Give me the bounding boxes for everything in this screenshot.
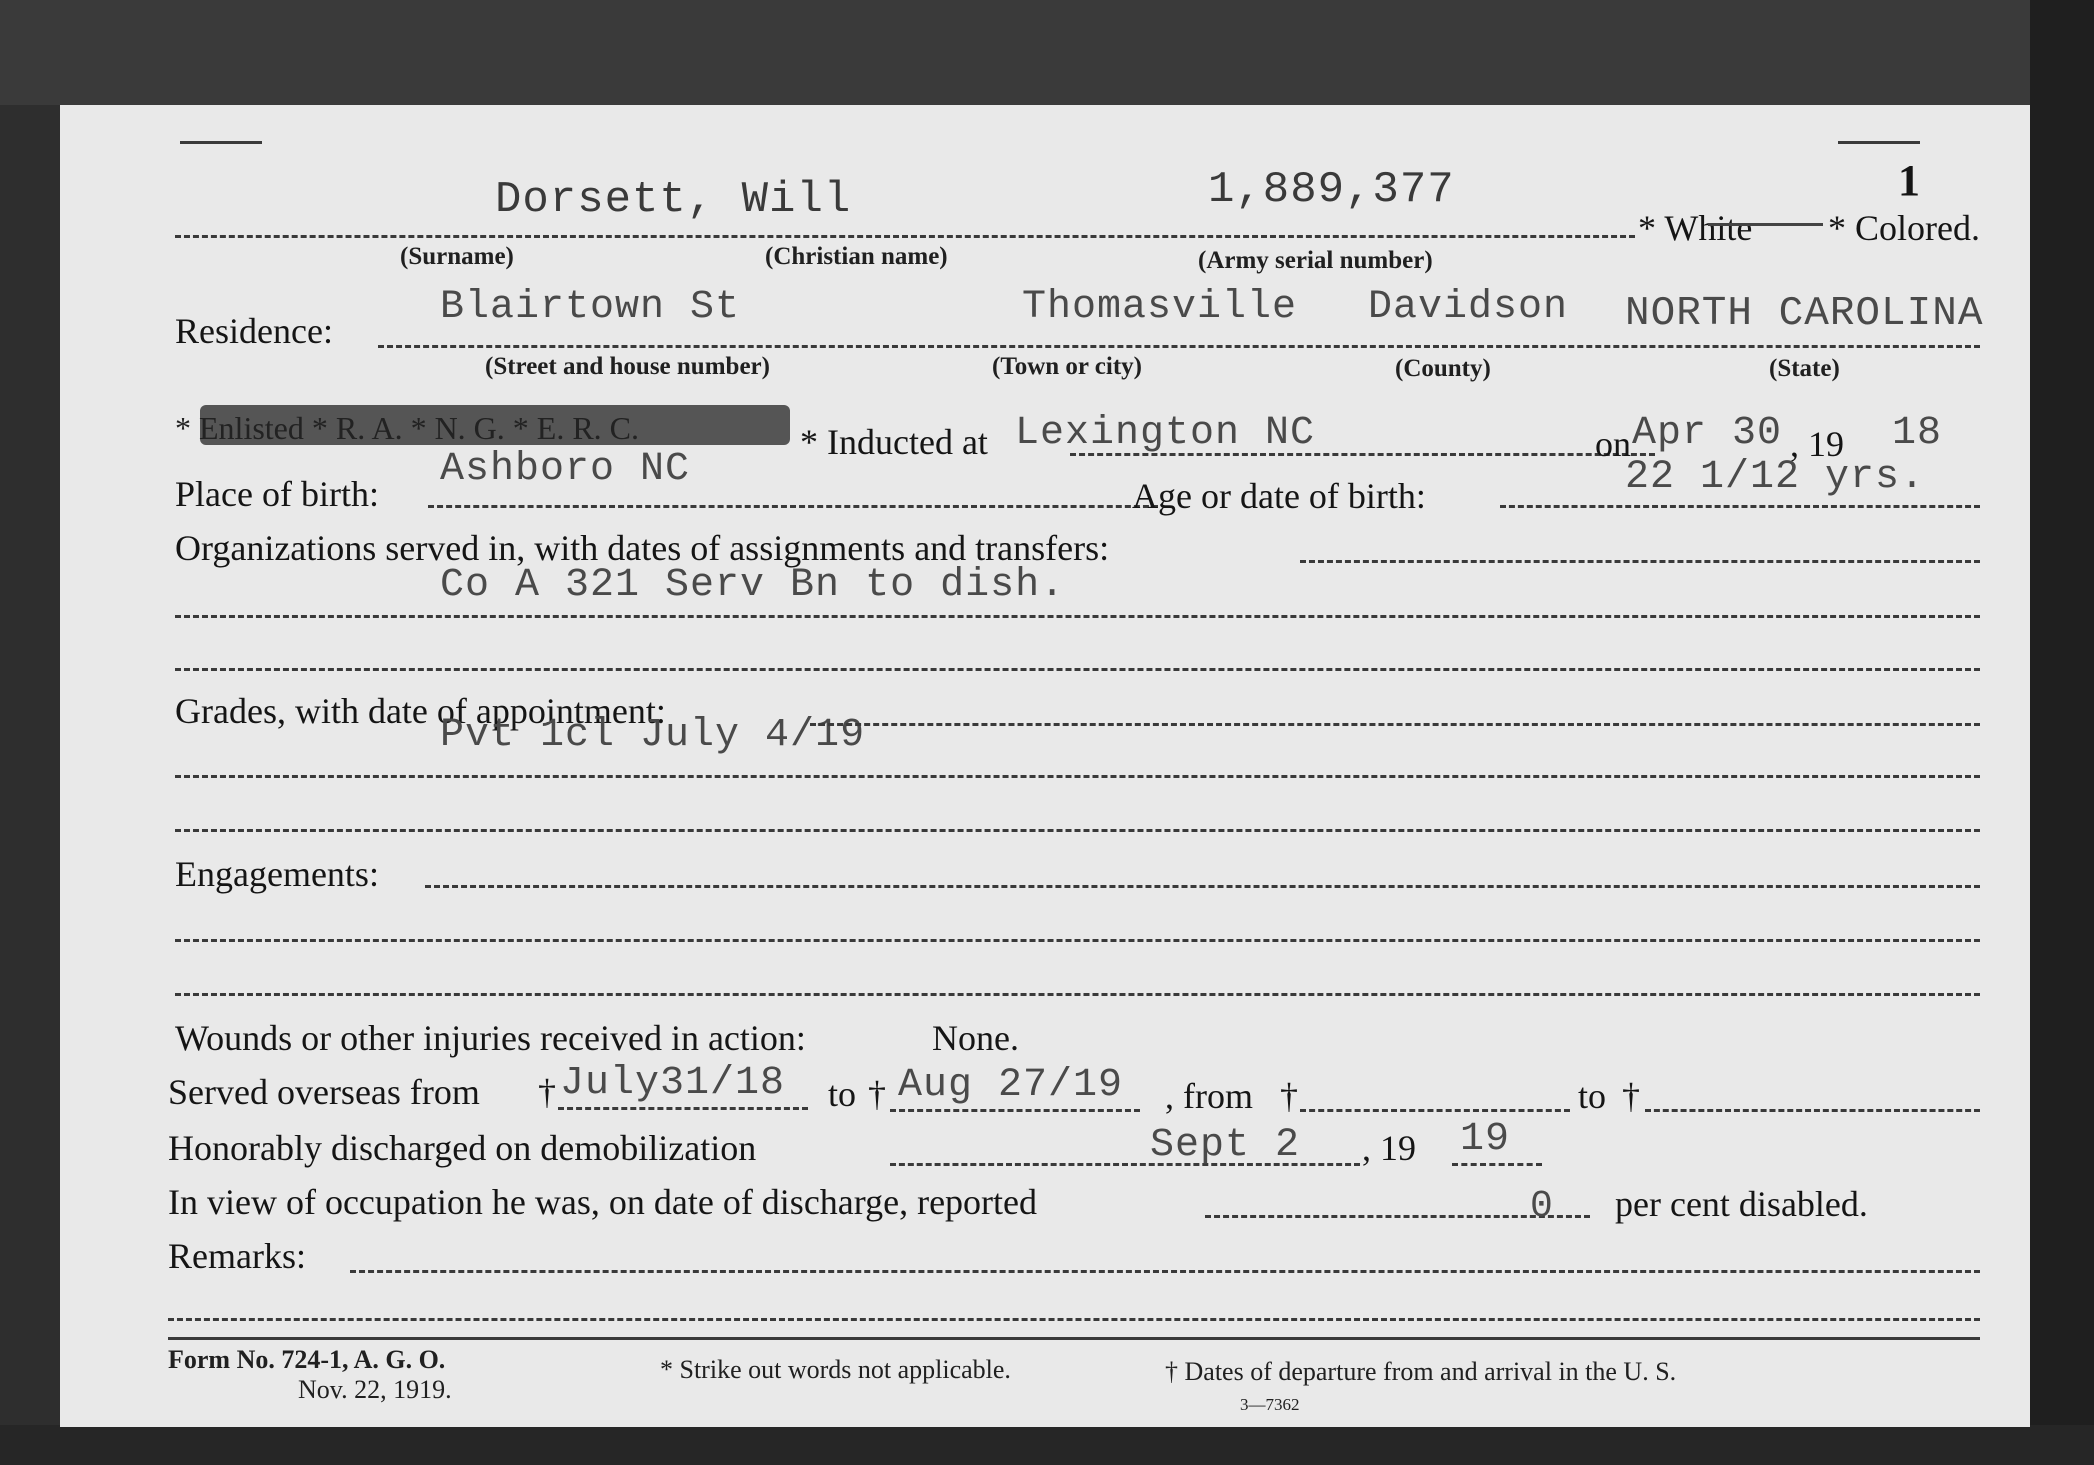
header-short-rule-right (1838, 141, 1920, 144)
name-line (175, 235, 1635, 238)
engagements-line-1 (425, 885, 1980, 888)
discharge-year-prefix: , 19 (1362, 1128, 1416, 1168)
organizations-label: Organizations served in, with dates of assignments and transfers: (175, 528, 1110, 568)
inducted-on-label: on (1595, 424, 1631, 464)
discharge-label: Honorably discharged on demobilization (168, 1128, 757, 1168)
state-caption: (State) (1769, 355, 1840, 382)
place-of-birth-line (428, 505, 1158, 508)
inducted-year-prefix: , 19 (1790, 424, 1844, 464)
organizations-line-1 (1300, 560, 1980, 563)
inducted-place: Lexington NC (1015, 411, 1316, 456)
remarks-label: Remarks: (168, 1236, 306, 1276)
place-of-birth-value: Ashboro NC (440, 447, 691, 492)
street-caption: (Street and house number) (485, 353, 770, 380)
overseas-to-line-2 (1645, 1109, 1980, 1112)
county-caption: (County) (1395, 355, 1491, 382)
grades-value: Pvt 1cl July 4/19 (440, 713, 866, 758)
town-caption: (Town or city) (992, 353, 1142, 380)
serial-caption: (Army serial number) (1198, 247, 1433, 274)
surname-caption: (Surname) (400, 243, 514, 270)
race-white-option: * White (1638, 208, 1753, 248)
remarks-line-1 (350, 1270, 1980, 1273)
residence-county: Davidson (1368, 285, 1569, 330)
organizations-line-2 (175, 615, 1980, 618)
engagements-line-2 (175, 939, 1980, 942)
overseas-label: Served overseas from (168, 1072, 480, 1112)
engagements-label: Engagements: (175, 854, 379, 894)
inducted-year: 18 (1892, 411, 1943, 456)
race-colored-option: * Colored. (1828, 208, 1980, 248)
scan-border-right (2030, 0, 2094, 1465)
disability-value: 0 (1530, 1185, 1554, 1228)
grades-label: Grades, with date of appointment: (175, 691, 666, 731)
grades-line-2 (175, 775, 1980, 778)
engagements-line-3 (175, 993, 1980, 996)
overseas-from-label-2: , from (1165, 1076, 1253, 1116)
grades-line-1 (810, 723, 1980, 726)
residence-street: Blairtown St (440, 285, 741, 330)
form-number: Form No. 724-1, A. G. O. (168, 1345, 446, 1374)
header-short-rule-left (180, 141, 262, 144)
overseas-to-label-2: to (1578, 1076, 1607, 1116)
footer-rule (168, 1337, 1980, 1340)
christian-name-caption: (Christian name) (765, 243, 948, 270)
residence-line (378, 345, 1980, 348)
age-value: 22 1/12 yrs. (1625, 455, 1926, 500)
overseas-dagger-3: † (1280, 1076, 1298, 1116)
organizations-line-3 (175, 668, 1980, 671)
form-date: Nov. 22, 1919. (298, 1375, 452, 1404)
overseas-dagger-1: † (538, 1072, 556, 1112)
dates-note: † Dates of departure from and arrival in the U. S. (1165, 1357, 1677, 1386)
service-record-card (60, 105, 2030, 1427)
wounds-label: Wounds or other injuries received in action: (175, 1018, 806, 1058)
scan-border-top (0, 0, 2094, 105)
wounds-value: None. (932, 1018, 1019, 1058)
scan-border-bottom (0, 1425, 2094, 1465)
disability-suffix: per cent disabled. (1615, 1184, 1868, 1224)
strike-note: * Strike out words not applicable. (660, 1355, 1011, 1384)
army-serial-number: 1,889,377 (1208, 165, 1455, 215)
age-line (1500, 505, 1980, 508)
overseas-dagger-2: † (868, 1074, 886, 1114)
disability-label: In view of occupation he was, on date of discharge, reported (168, 1182, 1038, 1222)
race-white-strikeout (1708, 223, 1823, 226)
surname-christian-name: Dorsett, Will (495, 175, 852, 225)
discharge-year-line (1452, 1163, 1542, 1166)
remarks-line-2 (168, 1318, 1980, 1321)
place-of-birth-label: Place of birth: (175, 474, 379, 514)
inducted-label: * Inducted at (800, 422, 988, 462)
inducted-line (1070, 453, 1655, 456)
overseas-dagger-4: † (1622, 1076, 1640, 1116)
grades-line-3 (175, 829, 1980, 832)
residence-state: NORTH CAROLINA (1625, 291, 1984, 337)
overseas-from-line-2 (1300, 1109, 1570, 1112)
overseas-to-line (890, 1109, 1140, 1112)
discharge-date: Sept 2 (1150, 1123, 1301, 1168)
discharge-year: 19 (1460, 1117, 1511, 1162)
enlisted-options: * Enlisted * R. A. * N. G. * E. R. C. (175, 410, 640, 446)
overseas-from-line (558, 1107, 808, 1110)
residence-label: Residence: (175, 311, 333, 351)
age-label: Age or date of birth: (1132, 476, 1426, 516)
residence-town: Thomasville (1022, 285, 1298, 330)
overseas-to-date: Aug 27/19 (898, 1063, 1124, 1108)
inducted-date: Apr 30 (1632, 411, 1783, 456)
card-number: 1 (1898, 156, 1920, 205)
organizations-value: Co A 321 Serv Bn to dish. (440, 563, 1066, 608)
print-code: 3—7362 (1240, 1395, 1300, 1414)
overseas-from-date: July31/18 (560, 1061, 786, 1106)
overseas-to-label: to (828, 1074, 857, 1114)
